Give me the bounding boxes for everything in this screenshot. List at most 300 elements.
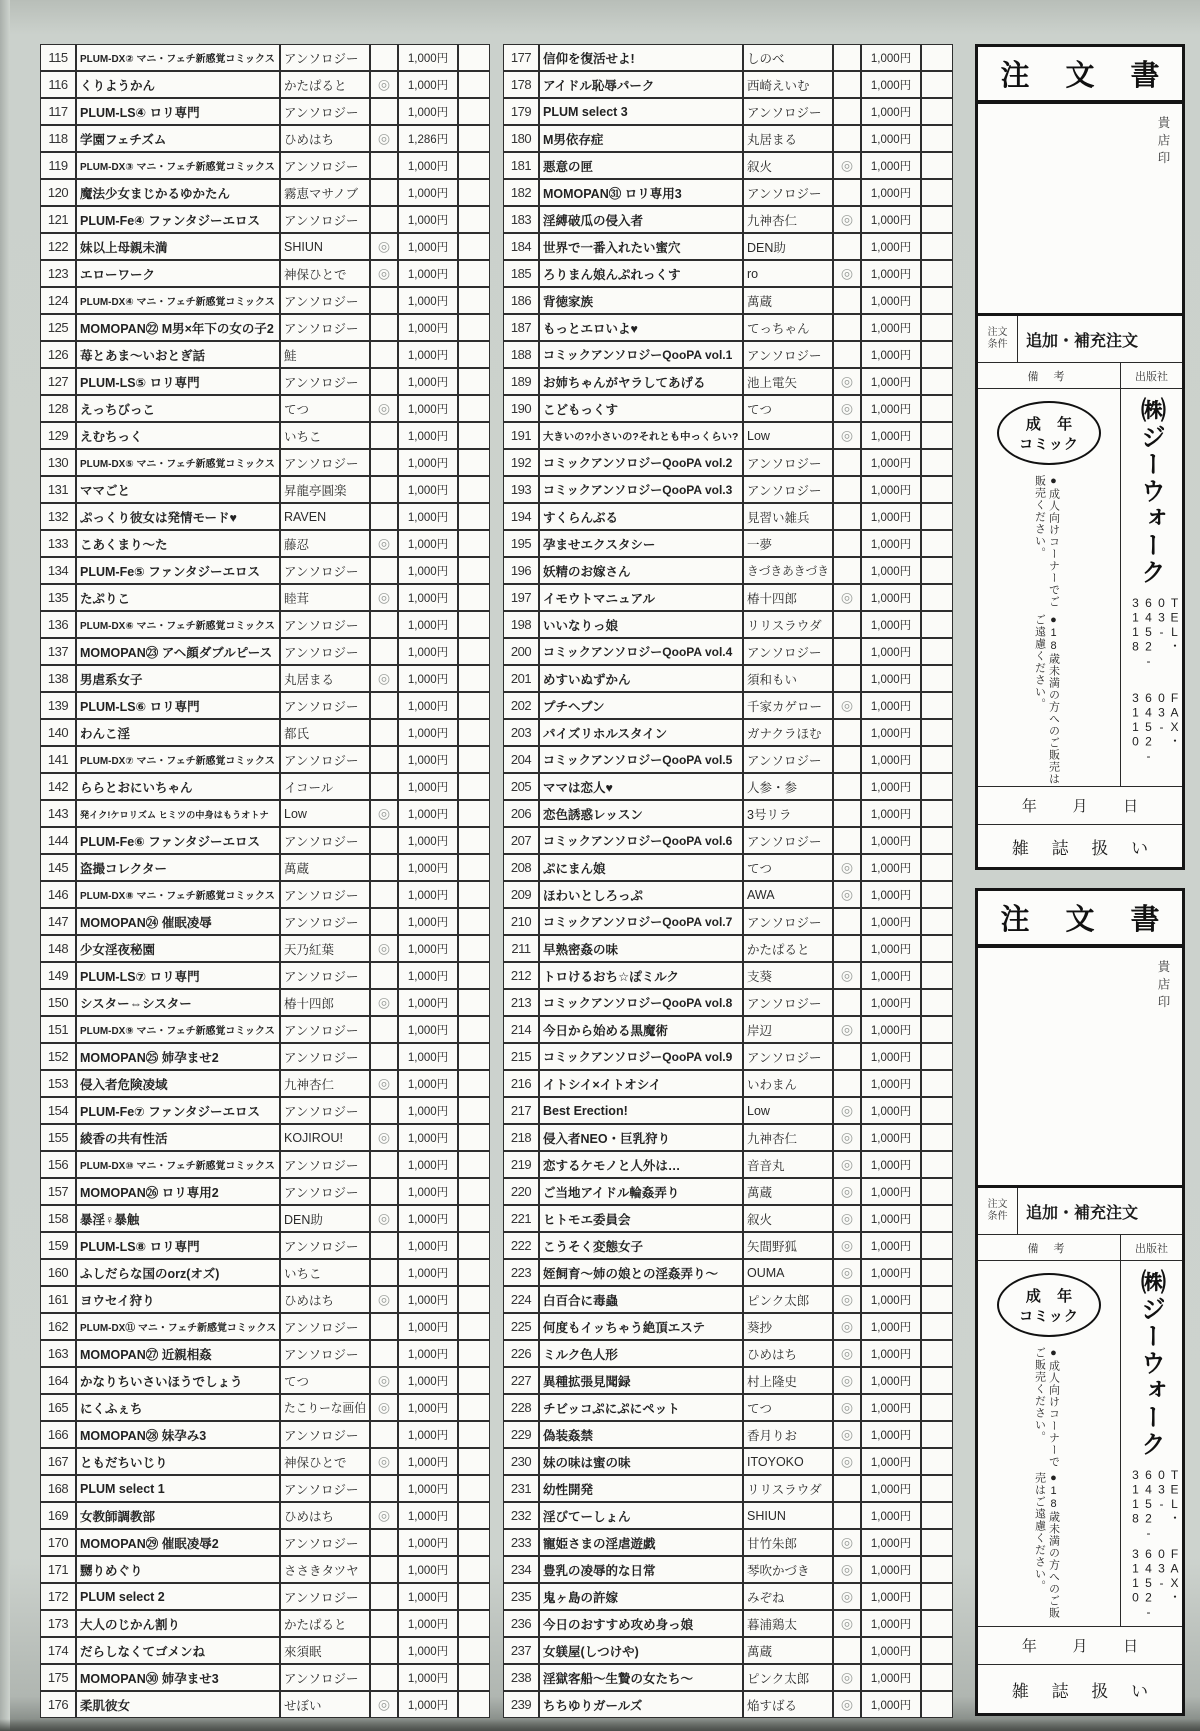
row-number: 162 — [40, 1313, 76, 1340]
table-row — [40, 1448, 490, 1475]
title-cell: 淫縛破瓜の侵入者 — [539, 206, 743, 233]
table-row — [40, 1232, 490, 1259]
table-row — [40, 1097, 490, 1124]
availability-circle-mark: ◎ — [833, 1286, 861, 1313]
price-cell: 1,000円 — [861, 989, 921, 1016]
author-cell: イコール — [280, 773, 370, 800]
title-cell: 今日から始める黒魔術 — [539, 1016, 743, 1043]
price-cell: 1,000円 — [398, 584, 458, 611]
row-number: 176 — [40, 1691, 76, 1718]
author-cell: せぼい — [280, 1691, 370, 1718]
row-number: 210 — [503, 908, 539, 935]
author-cell: 椿十四郎 — [743, 584, 833, 611]
quantity-cell — [921, 206, 953, 233]
availability-cell — [370, 611, 398, 638]
quantity-cell — [458, 719, 490, 746]
author-cell: 九神杏仁 — [280, 1070, 370, 1097]
availability-cell — [370, 206, 398, 233]
title-cell: お姉ちゃんがヤラしてあげる — [539, 368, 743, 395]
quantity-cell — [458, 1340, 490, 1367]
row-number: 157 — [40, 1178, 76, 1205]
availability-circle-mark: ◎ — [833, 1232, 861, 1259]
price-cell: 1,000円 — [861, 773, 921, 800]
author-cell: アンソロジー — [743, 989, 833, 1016]
table-row — [40, 1583, 490, 1610]
price-cell: 1,000円 — [861, 1367, 921, 1394]
table-row — [503, 530, 953, 557]
table-row — [503, 44, 953, 71]
title-cell: PLUM-LS⑧ ロリ専門 — [76, 1232, 280, 1259]
publisher-column-label: 出版社 — [1120, 363, 1182, 388]
sales-notices — [1024, 475, 1075, 786]
title-cell: えっちびっこ — [76, 395, 280, 422]
quantity-cell — [458, 854, 490, 881]
table-row — [503, 1259, 953, 1286]
row-number: 190 — [503, 395, 539, 422]
row-number: 222 — [503, 1232, 539, 1259]
author-cell: アンソロジー — [280, 1664, 370, 1691]
availability-cell — [833, 44, 861, 71]
row-number: 139 — [40, 692, 76, 719]
price-cell: 1,000円 — [861, 1502, 921, 1529]
title-cell: 侵入者危険凌域 — [76, 1070, 280, 1097]
availability-circle-mark: ◎ — [833, 692, 861, 719]
title-cell: 豊乳の凌辱的な日常 — [539, 1556, 743, 1583]
table-row — [503, 1178, 953, 1205]
title-cell: MOMOPAN㉛ ロリ専用3 — [539, 179, 743, 206]
author-cell: アンソロジー — [280, 692, 370, 719]
row-number: 119 — [40, 152, 76, 179]
quantity-cell — [921, 638, 953, 665]
title-cell: シスター⇔シスター — [76, 989, 280, 1016]
availability-cell — [833, 449, 861, 476]
availability-cell — [370, 1637, 398, 1664]
row-number: 220 — [503, 1178, 539, 1205]
title-cell: 白百合に毒蟲 — [539, 1286, 743, 1313]
order-condition-row — [978, 316, 1182, 363]
adult-comic-badge: 成 年 コミック — [997, 401, 1101, 465]
price-cell: 1,000円 — [861, 125, 921, 152]
quantity-cell — [458, 1124, 490, 1151]
table-row — [503, 584, 953, 611]
price-cell: 1,000円 — [398, 638, 458, 665]
author-cell: 來須眠 — [280, 1637, 370, 1664]
row-number: 169 — [40, 1502, 76, 1529]
title-cell: PLUM-DX⑩ マニ・フェチ新感覚コミックス — [76, 1151, 280, 1178]
row-number: 148 — [40, 935, 76, 962]
row-number: 142 — [40, 773, 76, 800]
quantity-cell — [458, 530, 490, 557]
quantity-cell — [458, 584, 490, 611]
price-cell: 1,000円 — [861, 98, 921, 125]
title-cell: 魔法少女まじかるゆかたん — [76, 179, 280, 206]
price-cell: 1,000円 — [398, 1502, 458, 1529]
remarks-header-row — [978, 1235, 1182, 1261]
row-number: 181 — [503, 152, 539, 179]
table-row — [503, 1043, 953, 1070]
price-cell: 1,000円 — [398, 1205, 458, 1232]
title-cell: ヨウセイ狩り — [76, 1286, 280, 1313]
author-cell: アンソロジー — [743, 98, 833, 125]
availability-cell — [370, 881, 398, 908]
quantity-cell — [921, 1610, 953, 1637]
availability-cell — [833, 935, 861, 962]
author-cell: KOJIROU! — [280, 1124, 370, 1151]
quantity-cell — [458, 98, 490, 125]
price-cell: 1,000円 — [398, 530, 458, 557]
availability-circle-mark: ◎ — [833, 1529, 861, 1556]
table-row — [40, 1637, 490, 1664]
row-number: 153 — [40, 1070, 76, 1097]
table-row — [40, 476, 490, 503]
condition-label: 注文 条件 — [978, 1188, 1018, 1234]
quantity-cell — [458, 881, 490, 908]
quantity-cell — [458, 1502, 490, 1529]
availability-cell — [833, 611, 861, 638]
availability-circle-mark: ◎ — [833, 854, 861, 881]
price-cell: 1,000円 — [861, 800, 921, 827]
table-row — [40, 800, 490, 827]
title-cell: 男虐系女子 — [76, 665, 280, 692]
row-number: 120 — [40, 179, 76, 206]
title-cell: PLUM-LS④ ロリ専門 — [76, 98, 280, 125]
author-cell: アンソロジー — [280, 1583, 370, 1610]
row-number: 185 — [503, 260, 539, 287]
row-number: 144 — [40, 827, 76, 854]
table-row — [503, 152, 953, 179]
author-cell: ガナクラほむ — [743, 719, 833, 746]
price-cell: 1,000円 — [861, 827, 921, 854]
table-row — [40, 179, 490, 206]
quantity-cell — [921, 260, 953, 287]
quantity-cell — [458, 1016, 490, 1043]
row-number: 212 — [503, 962, 539, 989]
quantity-cell — [921, 179, 953, 206]
quantity-cell — [921, 152, 953, 179]
author-cell: かたぱると — [280, 1610, 370, 1637]
quantity-cell — [458, 422, 490, 449]
price-cell: 1,000円 — [861, 1610, 921, 1637]
row-number: 234 — [503, 1556, 539, 1583]
title-cell: MOMOPAN㉔ 催眠凌辱 — [76, 908, 280, 935]
availability-cell — [833, 557, 861, 584]
price-cell: 1,000円 — [861, 1556, 921, 1583]
publisher-name: ㈱ジーウォーク — [1137, 1269, 1166, 1458]
author-cell: アンソロジー — [280, 827, 370, 854]
price-cell: 1,000円 — [398, 152, 458, 179]
author-cell: 叙火 — [743, 1205, 833, 1232]
author-cell: てつ — [743, 395, 833, 422]
row-number: 215 — [503, 1043, 539, 1070]
stamp-label: 貴店印 — [1156, 116, 1170, 169]
row-number: 184 — [503, 233, 539, 260]
table-row — [503, 125, 953, 152]
author-cell: アンソロジー — [280, 1043, 370, 1070]
title-cell: PLUM-LS⑤ ロリ専門 — [76, 368, 280, 395]
table-row — [503, 989, 953, 1016]
quantity-cell — [458, 1475, 490, 1502]
order-form-title: 注 文 書 — [978, 891, 1182, 948]
table-row — [503, 611, 953, 638]
author-cell: アンソロジー — [280, 1475, 370, 1502]
title-cell: ほわいとしろっぷ — [539, 881, 743, 908]
author-cell: DEN助 — [280, 1205, 370, 1232]
price-cell: 1,000円 — [861, 665, 921, 692]
price-cell: 1,000円 — [398, 1637, 458, 1664]
price-cell: 1,000円 — [398, 1394, 458, 1421]
price-cell: 1,000円 — [398, 989, 458, 1016]
price-cell: 1,000円 — [861, 314, 921, 341]
quantity-cell — [458, 1691, 490, 1718]
title-cell: イモウトマニュアル — [539, 584, 743, 611]
row-number: 135 — [40, 584, 76, 611]
title-cell: コミックアンソロジーQooPA vol.5 — [539, 746, 743, 773]
price-cell: 1,000円 — [398, 827, 458, 854]
publisher-column-label: 出版社 — [1120, 1235, 1182, 1260]
row-number: 193 — [503, 476, 539, 503]
table-row — [40, 287, 490, 314]
title-cell: 異種拡張見聞録 — [539, 1367, 743, 1394]
availability-cell — [833, 125, 861, 152]
title-cell: コミックアンソロジーQooPA vol.1 — [539, 341, 743, 368]
availability-circle-mark: ◎ — [833, 584, 861, 611]
table-row — [503, 206, 953, 233]
publisher-name: ㈱ジーウォーク — [1137, 397, 1166, 586]
quantity-cell — [921, 1259, 953, 1286]
table-row — [40, 152, 490, 179]
availability-cell — [370, 341, 398, 368]
title-cell: ママは恋人♥ — [539, 773, 743, 800]
table-row — [503, 1016, 953, 1043]
quantity-cell — [921, 881, 953, 908]
price-cell: 1,000円 — [398, 206, 458, 233]
availability-circle-mark: ◎ — [370, 1448, 398, 1475]
title-cell: 女教師調教部 — [76, 1502, 280, 1529]
title-cell: 幼性開発 — [539, 1475, 743, 1502]
table-row — [503, 1151, 953, 1178]
quantity-cell — [921, 854, 953, 881]
title-cell: MOMOPAN㉕ 姉孕ませ2 — [76, 1043, 280, 1070]
table-row — [503, 935, 953, 962]
table-row — [503, 665, 953, 692]
author-cell: アンソロジー — [743, 746, 833, 773]
table-row — [40, 1313, 490, 1340]
row-number: 197 — [503, 584, 539, 611]
author-cell: てつ — [743, 854, 833, 881]
table-row — [40, 935, 490, 962]
availability-circle-mark: ◎ — [833, 1367, 861, 1394]
table-row — [503, 1232, 953, 1259]
table-row — [503, 854, 953, 881]
quantity-cell — [921, 773, 953, 800]
row-number: 211 — [503, 935, 539, 962]
availability-cell — [833, 719, 861, 746]
table-row — [40, 584, 490, 611]
table-row — [503, 1097, 953, 1124]
table-row — [40, 908, 490, 935]
title-cell: たぷりこ — [76, 584, 280, 611]
title-cell: プチヘブン — [539, 692, 743, 719]
availability-cell — [833, 233, 861, 260]
table-row — [503, 881, 953, 908]
price-cell: 1,000円 — [398, 1529, 458, 1556]
author-cell: OUMA — [743, 1259, 833, 1286]
table-row — [503, 1610, 953, 1637]
row-number: 167 — [40, 1448, 76, 1475]
table-row — [40, 1070, 490, 1097]
title-cell: 今日のおすすめ攻め身っ娘 — [539, 1610, 743, 1637]
price-cell: 1,000円 — [861, 206, 921, 233]
availability-cell — [370, 179, 398, 206]
title-cell: 姪飼育〜姉の娘との淫姦弄り〜 — [539, 1259, 743, 1286]
price-cell: 1,000円 — [398, 1664, 458, 1691]
author-cell: アンソロジー — [743, 449, 833, 476]
price-cell: 1,000円 — [861, 584, 921, 611]
title-cell: 大きいの?小さいの?それとも中っくらい? — [539, 422, 743, 449]
quantity-cell — [921, 368, 953, 395]
row-number: 156 — [40, 1151, 76, 1178]
availability-cell — [370, 449, 398, 476]
price-cell: 1,000円 — [398, 1016, 458, 1043]
table-row — [40, 962, 490, 989]
title-cell: 学園フェチズム — [76, 125, 280, 152]
contact-numbers — [1123, 596, 1181, 786]
author-cell: 西崎えいむ — [743, 71, 833, 98]
price-cell: 1,000円 — [398, 719, 458, 746]
author-cell: たこりーな画伯 — [280, 1394, 370, 1421]
title-cell: こどもっくす — [539, 395, 743, 422]
price-cell: 1,000円 — [861, 395, 921, 422]
row-number: 154 — [40, 1097, 76, 1124]
author-cell: アンソロジー — [743, 476, 833, 503]
price-cell: 1,000円 — [398, 1313, 458, 1340]
author-cell: 九神杏仁 — [743, 1124, 833, 1151]
quantity-cell — [921, 1340, 953, 1367]
quantity-cell — [458, 1448, 490, 1475]
author-cell: 琴吹かづき — [743, 1556, 833, 1583]
author-cell: アンソロジー — [743, 179, 833, 206]
availability-circle-mark: ◎ — [833, 206, 861, 233]
author-cell: てつ — [743, 1394, 833, 1421]
author-cell: 萬蔵 — [743, 1178, 833, 1205]
availability-cell — [833, 1637, 861, 1664]
price-cell: 1,000円 — [398, 557, 458, 584]
availability-cell — [370, 1421, 398, 1448]
publisher-area — [1120, 1261, 1182, 1626]
availability-circle-mark: ◎ — [833, 1313, 861, 1340]
title-cell: 鬼ヶ島の許嫁 — [539, 1583, 743, 1610]
price-cell: 1,000円 — [398, 1421, 458, 1448]
table-row — [503, 1448, 953, 1475]
author-cell: RAVEN — [280, 503, 370, 530]
catalog-table-right — [503, 44, 953, 1718]
title-cell: 妖精のお嫁さん — [539, 557, 743, 584]
author-cell: Low — [280, 800, 370, 827]
availability-circle-mark: ◎ — [833, 395, 861, 422]
author-cell: いわまん — [743, 1070, 833, 1097]
quantity-cell — [921, 1448, 953, 1475]
availability-circle-mark: ◎ — [833, 881, 861, 908]
row-number: 121 — [40, 206, 76, 233]
quantity-cell — [921, 287, 953, 314]
table-row — [503, 1124, 953, 1151]
table-row — [40, 1205, 490, 1232]
author-cell: アンソロジー — [280, 368, 370, 395]
row-number: 191 — [503, 422, 539, 449]
quantity-cell — [458, 1097, 490, 1124]
quantity-cell — [921, 908, 953, 935]
table-row — [40, 854, 490, 881]
availability-circle-mark: ◎ — [833, 1124, 861, 1151]
quantity-cell — [921, 1664, 953, 1691]
price-cell: 1,000円 — [861, 1070, 921, 1097]
price-cell: 1,000円 — [861, 233, 921, 260]
availability-circle-mark: ◎ — [833, 1097, 861, 1124]
title-cell: MOMOPAN㉖ ロリ専用2 — [76, 1178, 280, 1205]
author-cell: いちこ — [280, 1259, 370, 1286]
title-cell: わんこ淫 — [76, 719, 280, 746]
price-cell: 1,000円 — [398, 908, 458, 935]
table-row — [503, 233, 953, 260]
price-cell: 1,000円 — [398, 1475, 458, 1502]
row-number: 182 — [503, 179, 539, 206]
title-cell: 苺とあま〜いおとぎ話 — [76, 341, 280, 368]
author-cell: アンソロジー — [280, 152, 370, 179]
quantity-cell — [458, 125, 490, 152]
quantity-cell — [458, 233, 490, 260]
availability-circle-mark: ◎ — [833, 1394, 861, 1421]
table-row — [40, 1016, 490, 1043]
row-number: 178 — [503, 71, 539, 98]
author-cell: 睦茸 — [280, 584, 370, 611]
title-cell: エローワーク — [76, 260, 280, 287]
order-form-title: 注 文 書 — [978, 47, 1182, 104]
row-number: 163 — [40, 1340, 76, 1367]
date-year-label: 年 — [1021, 798, 1037, 815]
price-cell: 1,000円 — [861, 179, 921, 206]
table-row — [503, 1340, 953, 1367]
price-cell: 1,000円 — [861, 449, 921, 476]
condition-label: 注文 条件 — [978, 316, 1018, 362]
availability-circle-mark: ◎ — [370, 989, 398, 1016]
table-row — [40, 1529, 490, 1556]
title-cell: PLUM-Fe⑦ ファンタジーエロス — [76, 1097, 280, 1124]
author-cell: 神保ひとで — [280, 260, 370, 287]
availability-cell — [370, 1043, 398, 1070]
quantity-cell — [458, 71, 490, 98]
row-number: 173 — [40, 1610, 76, 1637]
table-row — [503, 260, 953, 287]
quantity-cell — [921, 1286, 953, 1313]
price-cell: 1,000円 — [398, 314, 458, 341]
price-cell: 1,000円 — [398, 71, 458, 98]
price-cell: 1,000円 — [398, 881, 458, 908]
row-number: 147 — [40, 908, 76, 935]
quantity-cell — [458, 1205, 490, 1232]
author-cell: アンソロジー — [280, 1421, 370, 1448]
row-number: 196 — [503, 557, 539, 584]
quantity-cell — [921, 935, 953, 962]
availability-cell — [833, 908, 861, 935]
author-cell: 萬蔵 — [280, 854, 370, 881]
price-cell: 1,000円 — [398, 1097, 458, 1124]
quantity-cell — [458, 44, 490, 71]
row-number: 183 — [503, 206, 539, 233]
quantity-cell — [458, 476, 490, 503]
author-cell: アンソロジー — [280, 1529, 370, 1556]
availability-circle-mark: ◎ — [833, 1259, 861, 1286]
quantity-cell — [458, 1151, 490, 1178]
